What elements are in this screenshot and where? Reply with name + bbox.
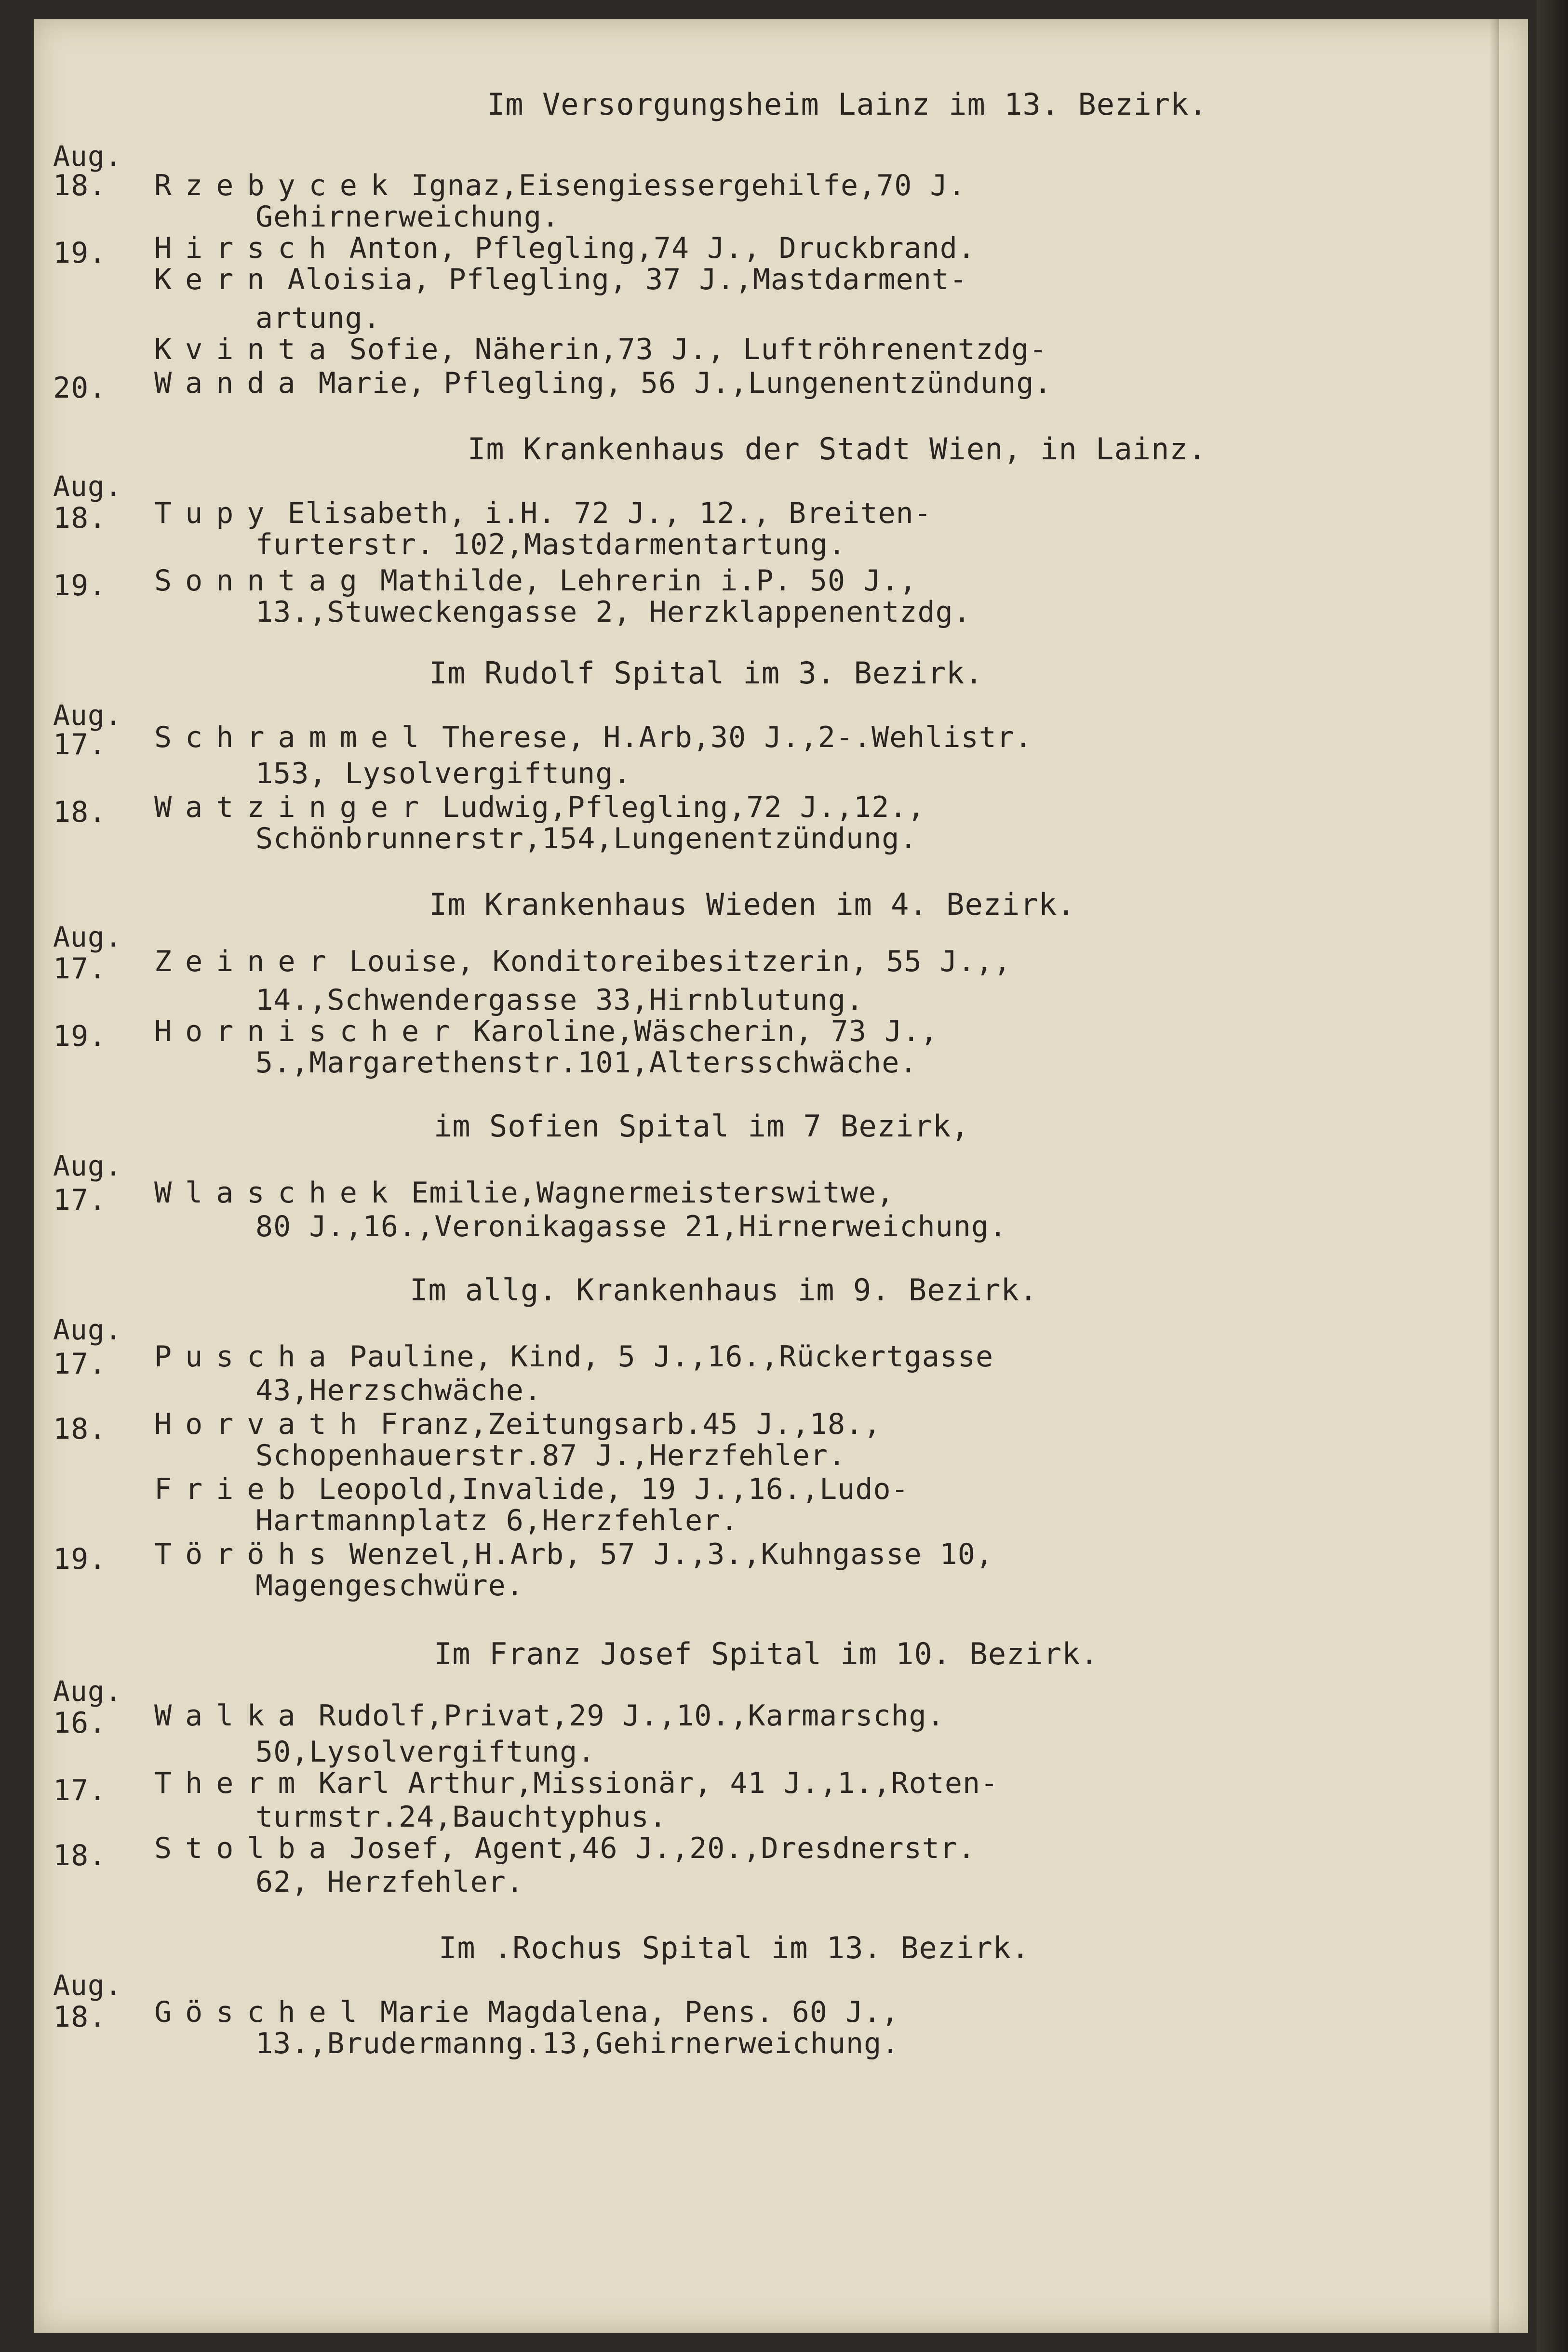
entry-name: Kvinta bbox=[154, 333, 340, 366]
entry-day: 18. bbox=[53, 169, 107, 202]
entry-line bbox=[154, 1176, 894, 1210]
entry-day: 19. bbox=[53, 236, 107, 270]
entry-day: 16. bbox=[53, 1706, 107, 1740]
entry-details: Louise, Konditoreibesitzerin, 55 J.,, bbox=[349, 945, 1012, 978]
page-fold bbox=[1489, 19, 1499, 2333]
month-label: Aug. bbox=[53, 1969, 122, 2002]
entry-line bbox=[154, 1699, 945, 1733]
entry-day: 17. bbox=[53, 1183, 107, 1217]
entry-details: Emilie,Wagnermeisterswitwe, bbox=[411, 1176, 895, 1210]
book-binding bbox=[1537, 0, 1568, 2352]
entry-name: Schrammel bbox=[154, 721, 433, 754]
section-heading: Im Versorgungsheim Lainz im 13. Bezirk. bbox=[487, 87, 1207, 122]
entry-name: Hirsch bbox=[154, 231, 340, 265]
entry-line bbox=[154, 1831, 976, 1865]
entry-continuation: Gehirnerweichung. bbox=[255, 200, 560, 234]
entry-name: Wanda bbox=[154, 366, 309, 400]
entry-name: Wlaschek bbox=[154, 1176, 402, 1210]
month-label: Aug. bbox=[53, 1313, 122, 1346]
entry-name: Walka bbox=[154, 1699, 309, 1733]
entry-details: Franz,Zeitungsarb.45 J.,18., bbox=[380, 1407, 882, 1441]
entry-line bbox=[154, 366, 1052, 400]
section-heading: Im allg. Krankenhaus im 9. Bezirk. bbox=[410, 1272, 1038, 1308]
section-heading: Im .Rochus Spital im 13. Bezirk. bbox=[439, 1930, 1030, 1965]
entry-continuation: 13.,Stuweckengasse 2, Herzklappenentzdg. bbox=[255, 595, 971, 629]
entry-name: Puscha bbox=[154, 1340, 340, 1374]
entry-name: Göschel bbox=[154, 1995, 371, 2029]
entry-details: Therese, H.Arb,30 J.,2-.Wehlistr. bbox=[442, 721, 1033, 754]
entry-name: Stolba bbox=[154, 1831, 340, 1865]
entry-line bbox=[154, 263, 967, 296]
section-heading: Im Krankenhaus Wieden im 4. Bezirk. bbox=[429, 887, 1076, 922]
section-heading: Im Krankenhaus der Stadt Wien, in Lainz. bbox=[468, 431, 1207, 467]
entry-name: Horvath bbox=[154, 1407, 371, 1441]
entry-continuation: Hartmannplatz 6,Herzfehler. bbox=[255, 1504, 739, 1537]
month-label: Aug. bbox=[53, 470, 122, 503]
entry-continuation: artung. bbox=[255, 301, 381, 335]
entry-continuation: turmstr.24,Bauchtyphus. bbox=[255, 1800, 667, 1834]
entry-continuation: Magengeschwüre. bbox=[255, 1569, 524, 1603]
entry-line bbox=[154, 1407, 881, 1441]
entry-day: 19. bbox=[53, 569, 107, 602]
entry-day: 20. bbox=[53, 371, 107, 405]
month-label: Aug. bbox=[53, 140, 122, 173]
entry-details: Rudolf,Privat,29 J.,10.,Karmarschg. bbox=[318, 1699, 945, 1733]
entry-line bbox=[154, 231, 976, 265]
entry-details: Aloisia, Pflegling, 37 J.,Mastdarment- bbox=[287, 263, 968, 296]
entry-continuation: 43,Herzschwäche. bbox=[255, 1374, 542, 1407]
entry-day: 19. bbox=[53, 1542, 107, 1576]
entry-details: Marie, Pflegling, 56 J.,Lungenentzündung. bbox=[318, 366, 1052, 400]
month-label: Aug. bbox=[53, 699, 122, 732]
entry-day: 17. bbox=[53, 1347, 107, 1381]
entry-details: Elisabeth, i.H. 72 J., 12., Breiten- bbox=[287, 496, 932, 530]
entry-line bbox=[154, 496, 932, 530]
entry-continuation: 13.,Brudermanng.13,Gehirnerweichung. bbox=[255, 2027, 900, 2060]
entry-day: 18. bbox=[53, 1412, 107, 1446]
month-label: Aug. bbox=[53, 921, 122, 953]
entry-line bbox=[154, 564, 917, 598]
entry-line bbox=[154, 1537, 993, 1571]
entry-details: Anton, Pflegling,74 J., Druckbrand. bbox=[349, 231, 976, 265]
entry-details: Marie Magdalena, Pens. 60 J., bbox=[380, 1995, 899, 2029]
entry-name: Töröhs bbox=[154, 1537, 340, 1571]
entry-details: Leopold,Invalide, 19 J.,16.,Ludo- bbox=[318, 1472, 909, 1506]
entry-day: 17. bbox=[53, 952, 107, 986]
entry-line bbox=[154, 1472, 909, 1506]
entry-name: Therm bbox=[154, 1766, 309, 1800]
month-label: Aug. bbox=[53, 1675, 122, 1708]
entry-details: Josef, Agent,46 J.,20.,Dresdnerstr. bbox=[349, 1831, 976, 1865]
entry-details: Karoline,Wäscherin, 73 J., bbox=[473, 1015, 938, 1048]
entry-day: 17. bbox=[53, 728, 107, 762]
entry-line bbox=[154, 333, 1047, 366]
entry-details: Sofie, Näherin,73 J., Luftröhrenentzdg- bbox=[349, 333, 1047, 366]
entry-name: Rzebycek bbox=[154, 169, 402, 202]
entry-name: Tupy bbox=[154, 496, 278, 530]
entry-name: Hornischer bbox=[154, 1015, 464, 1048]
entry-details: Mathilde, Lehrerin i.P. 50 J., bbox=[380, 564, 917, 598]
entry-day: 18. bbox=[53, 1839, 107, 1872]
section-heading: im Sofien Spital im 7 Bezirk, bbox=[434, 1109, 970, 1144]
entry-continuation: 80 J.,16.,Veronikagasse 21,Hirnerweichung. bbox=[255, 1210, 1007, 1243]
entry-day: 18. bbox=[53, 501, 107, 535]
section-heading: Im Franz Josef Spital im 10. Bezirk. bbox=[434, 1636, 1099, 1671]
entry-name: Kern bbox=[154, 263, 278, 296]
entry-day: 18. bbox=[53, 2000, 107, 2034]
entry-line bbox=[154, 1766, 998, 1800]
entry-line bbox=[154, 721, 1032, 754]
entry-line bbox=[154, 1340, 993, 1374]
entry-details: Wenzel,H.Arb, 57 J.,3.,Kuhngasse 10, bbox=[349, 1537, 994, 1571]
entry-continuation: furterstr. 102,Mastdarmentartung. bbox=[255, 528, 846, 561]
entry-day: 19. bbox=[53, 1019, 107, 1053]
entry-details: Pauline, Kind, 5 J.,16.,Rückertgasse bbox=[349, 1340, 994, 1374]
entry-line bbox=[154, 945, 1011, 978]
entry-line bbox=[154, 790, 925, 824]
entry-details: Ignaz,Eisengiessergehilfe,70 J. bbox=[411, 169, 966, 202]
entry-continuation: Schopenhauerstr.87 J.,Herzfehler. bbox=[255, 1439, 846, 1472]
entry-continuation: 5.,Margarethenstr.101,Altersschwäche. bbox=[255, 1046, 918, 1080]
entry-name: Sonntag bbox=[154, 564, 371, 598]
entry-line bbox=[154, 1995, 899, 2029]
entry-continuation: 50,Lysolvergiftung. bbox=[255, 1735, 596, 1769]
entry-name: Zeiner bbox=[154, 945, 340, 978]
entry-name: Watzinger bbox=[154, 790, 433, 824]
entry-continuation: Schönbrunnerstr,154,Lungenentzündung. bbox=[255, 822, 918, 855]
entry-day: 17. bbox=[53, 1774, 107, 1807]
entry-name: Frieb bbox=[154, 1472, 309, 1506]
entry-continuation: 62, Herzfehler. bbox=[255, 1865, 524, 1899]
section-heading: Im Rudolf Spital im 3. Bezirk. bbox=[429, 655, 983, 691]
entry-continuation: 14.,Schwendergasse 33,Hirnblutung. bbox=[255, 983, 864, 1017]
month-label: Aug. bbox=[53, 1149, 122, 1182]
entry-details: Ludwig,Pflegling,72 J.,12., bbox=[442, 790, 925, 824]
entry-line bbox=[154, 169, 966, 202]
entry-details: Karl Arthur,Missionär, 41 J.,1.,Roten- bbox=[318, 1766, 999, 1800]
entry-day: 18. bbox=[53, 795, 107, 829]
entry-line bbox=[154, 1015, 938, 1048]
entry-continuation: 153, Lysolvergiftung. bbox=[255, 757, 631, 790]
